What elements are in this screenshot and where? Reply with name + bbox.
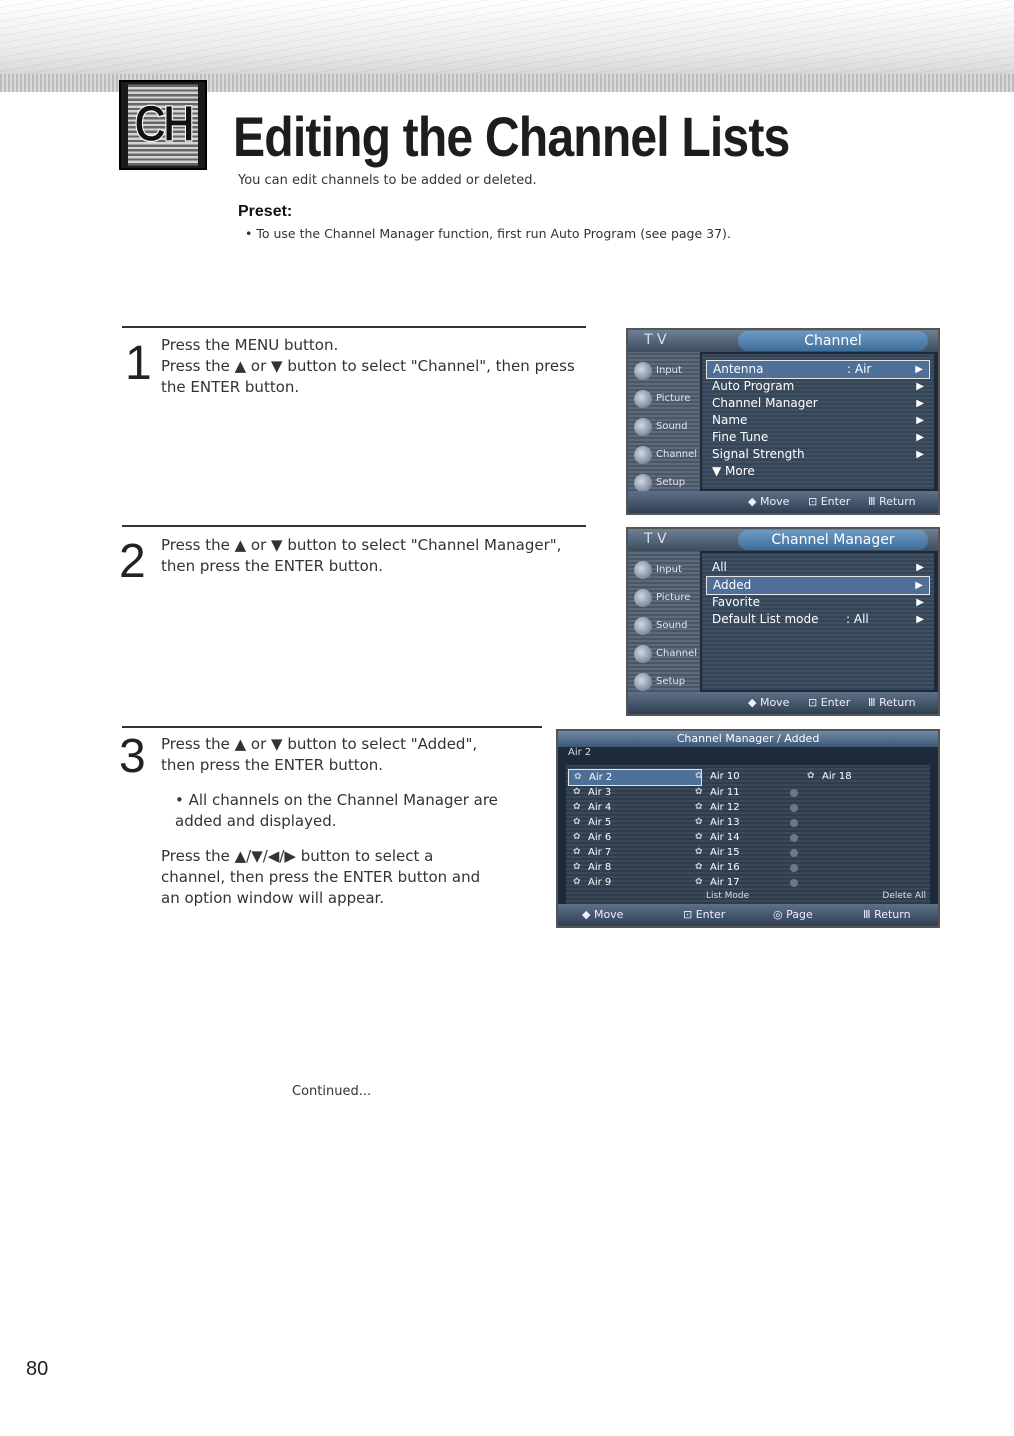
channel-item[interactable]: ✿ Air 6 <box>568 830 700 845</box>
menu-item-more[interactable]: ▼ More <box>712 464 755 478</box>
channel-list-grid <box>566 765 930 904</box>
empty-slot-icon <box>790 819 798 827</box>
channel-item[interactable]: ✿ Air 14 <box>690 830 810 845</box>
channel-item[interactable]: ✿ Air 10 <box>690 769 810 784</box>
list-mode-label: List Mode <box>706 891 750 901</box>
screen-topbar <box>628 330 938 352</box>
delete-all-label: Delete All <box>882 891 926 901</box>
tv-screen-channel-list <box>556 729 940 928</box>
picture-icon <box>634 589 652 607</box>
empty-slot-icon <box>790 789 798 797</box>
menu-item-name[interactable]: Name ▶ <box>712 413 924 427</box>
channel-item[interactable]: ✿ Air 3 <box>568 785 700 800</box>
empty-slot-icon <box>790 879 798 887</box>
step-1-rule <box>122 326 586 328</box>
sidebar-item-channel[interactable]: Channel <box>632 442 696 470</box>
sidebar-item-input[interactable]: Input <box>632 358 696 386</box>
screen-topbar <box>628 529 938 551</box>
menu-sidebar <box>628 551 700 692</box>
hint-page: ◎ Page <box>773 908 813 921</box>
menu-item-added[interactable]: Added ▶ <box>706 576 930 595</box>
channel-icon <box>634 645 652 663</box>
step-1-line: the ENTER button. <box>161 378 300 396</box>
sidebar-item-setup[interactable]: Setup <box>632 470 696 498</box>
step-3-extra: Press the ▲/▼/◀/▶ button to select a <box>161 847 434 865</box>
tv-label: T V <box>644 531 667 547</box>
step-3-extra: channel, then press the ENTER button and <box>161 868 481 886</box>
hint-enter: ⊡ Enter <box>683 908 726 921</box>
step-2-line: then press the ENTER button. <box>161 557 384 575</box>
empty-slot-icon <box>790 834 798 842</box>
step-3-line: then press the ENTER button. <box>161 756 384 774</box>
page-number: 80 <box>26 1358 49 1380</box>
sidebar-item-sound[interactable]: Sound <box>632 613 696 641</box>
channel-item[interactable]: ✿ Air 7 <box>568 845 700 860</box>
channel-item[interactable]: ✿ Air 5 <box>568 815 700 830</box>
step-3-number: 3 <box>119 730 146 783</box>
empty-slot-icon <box>790 804 798 812</box>
step-3-line: Press the ▲ or ▼ button to select "Added", <box>161 735 478 753</box>
current-channel-label: Air 2 <box>568 747 592 758</box>
menu-sidebar <box>628 352 700 491</box>
step-1-line: Press the MENU button. <box>161 336 339 354</box>
screen-bottombar <box>628 692 938 714</box>
channel-item[interactable]: ✿ Air 11 <box>690 785 810 800</box>
tv-screen-channel-manager <box>626 527 940 716</box>
screen-bottombar <box>628 491 938 513</box>
step-2-text <box>161 535 561 577</box>
step-3-text <box>161 734 498 909</box>
preset-note: • To use the Channel Manager function, first run Auto Program (see page 37). <box>245 226 731 241</box>
hint-return: Ⅲ Return <box>863 908 911 921</box>
menu-item-fine-tune[interactable]: Fine Tune ▶ <box>712 430 924 444</box>
step-3-bullet: • All channels on the Channel Manager are <box>175 791 498 809</box>
menu-item-channel-manager[interactable]: Channel Manager ▶ <box>712 396 924 410</box>
menu-item-all[interactable]: All ▶ <box>712 560 924 574</box>
preset-heading: Preset: <box>238 203 293 220</box>
hint-return: Ⅲ Return <box>868 696 916 709</box>
channel-item[interactable]: ✿ Air 9 <box>568 875 700 890</box>
empty-slot-icon <box>790 849 798 857</box>
step-2-line: Press the ▲ or ▼ button to select "Channel Manager", <box>161 536 562 554</box>
setup-icon <box>634 673 652 691</box>
screen-bottombar <box>558 904 938 926</box>
channel-item[interactable]: ✿ Air 8 <box>568 860 700 875</box>
menu-item-auto-program[interactable]: Auto Program ▶ <box>712 379 924 393</box>
step-3-bullet: added and displayed. <box>175 812 337 830</box>
input-icon <box>634 362 652 380</box>
empty-slot-icon <box>790 864 798 872</box>
menu-header: Channel <box>738 331 928 351</box>
picture-icon <box>634 390 652 408</box>
hint-enter: ⊡ Enter <box>808 696 851 709</box>
menu-header: Channel Manager <box>738 530 928 550</box>
hint-move: ◆ Move <box>748 495 790 508</box>
ch-badge-icon <box>119 80 207 170</box>
continued-note: Continued... <box>292 1084 372 1099</box>
sidebar-item-sound[interactable]: Sound <box>632 414 696 442</box>
tv-screen-channel <box>626 328 940 515</box>
menu-item-antenna[interactable]: Antenna : Air ▶ <box>706 360 930 379</box>
channel-item[interactable]: ✿ Air 4 <box>568 800 700 815</box>
sidebar-item-picture[interactable]: Picture <box>632 585 696 613</box>
channel-item[interactable]: ✿ Air 12 <box>690 800 810 815</box>
setup-icon <box>634 474 652 492</box>
step-1-text <box>161 335 575 398</box>
channel-item[interactable]: ✿ Air 17 <box>690 875 810 890</box>
tv-label: T V <box>644 332 667 348</box>
channel-item[interactable]: ✿ Air 13 <box>690 815 810 830</box>
sound-icon <box>634 418 652 436</box>
channel-item[interactable]: ✿ Air 18 <box>802 769 922 784</box>
step-3-extra: an option window will appear. <box>161 889 385 907</box>
step-1-line: Press the ▲ or ▼ button to select "Channel", then press <box>161 357 575 375</box>
sidebar-item-channel[interactable]: Channel <box>632 641 696 669</box>
page-subtitle: You can edit channels to be added or deleted. <box>238 173 537 188</box>
badge-text: CH <box>128 85 198 166</box>
input-icon <box>634 561 652 579</box>
channel-item[interactable]: ✿ Air 2 <box>568 769 702 786</box>
menu-item-default-list-mode[interactable]: Default List mode : All ▶ <box>712 612 924 626</box>
sidebar-item-picture[interactable]: Picture <box>632 386 696 414</box>
menu-item-signal-strength[interactable]: Signal Strength ▶ <box>712 447 924 461</box>
step-1-number: 1 <box>125 337 152 390</box>
step-2-rule <box>122 525 586 527</box>
menu-item-favorite[interactable]: Favorite ▶ <box>712 595 924 609</box>
channel-icon <box>634 446 652 464</box>
channel-item[interactable]: ✿ Air 16 <box>690 860 810 875</box>
hint-move: ◆ Move <box>582 908 624 921</box>
hint-return: Ⅲ Return <box>868 495 916 508</box>
page-title: Editing the Channel Lists <box>233 105 790 168</box>
channel-item[interactable]: ✿ Air 15 <box>690 845 810 860</box>
step-2-number: 2 <box>119 535 146 588</box>
sidebar-item-input[interactable]: Input <box>632 557 696 585</box>
channel-list-header: Channel Manager / Added <box>558 731 938 747</box>
hint-enter: ⊡ Enter <box>808 495 851 508</box>
menu-list <box>702 354 934 489</box>
step-3-rule <box>122 726 542 728</box>
sidebar-item-setup[interactable]: Setup <box>632 669 696 697</box>
hint-move: ◆ Move <box>748 696 790 709</box>
menu-list <box>702 553 934 690</box>
sound-icon <box>634 617 652 635</box>
